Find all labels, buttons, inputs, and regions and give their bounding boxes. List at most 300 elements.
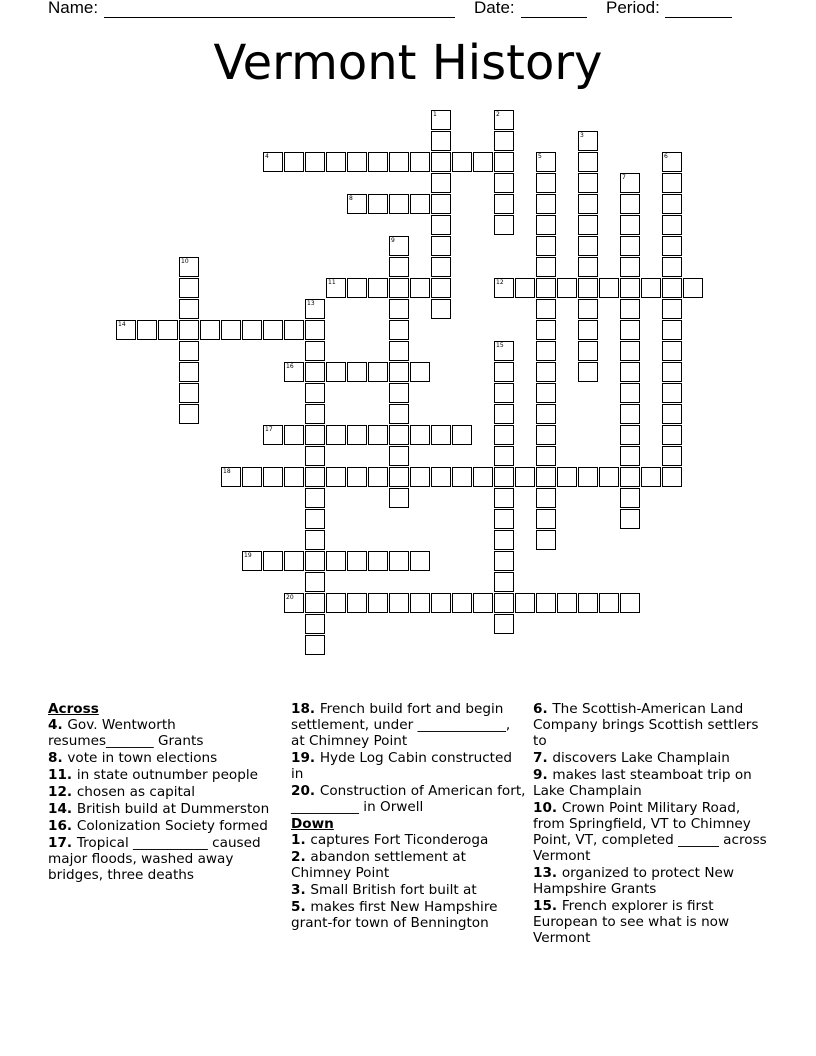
crossword-cell[interactable] xyxy=(620,173,640,193)
crossword-cell[interactable] xyxy=(620,362,640,382)
crossword-cell[interactable] xyxy=(494,341,514,361)
crossword-cell[interactable] xyxy=(179,362,199,382)
across-clue xyxy=(48,801,283,817)
crossword-cell[interactable] xyxy=(494,467,514,487)
crossword-cell[interactable] xyxy=(431,236,451,256)
crossword-cell[interactable] xyxy=(662,446,682,466)
crossword-cell[interactable] xyxy=(662,236,682,256)
crossword-cell[interactable] xyxy=(347,593,367,613)
down-clue xyxy=(291,899,526,931)
clue-text: The Scottish-American Land Company brings Scottish settlers to xyxy=(533,701,759,749)
crossword-cell[interactable] xyxy=(494,110,514,130)
crossword-cell[interactable] xyxy=(179,404,199,424)
crossword-cell[interactable] xyxy=(536,509,556,529)
crossword-cell[interactable] xyxy=(305,341,325,361)
crossword-cell[interactable] xyxy=(116,320,136,340)
crossword-cell[interactable] xyxy=(662,362,682,382)
crossword-cell[interactable] xyxy=(452,152,472,172)
crossword-cell[interactable] xyxy=(284,362,304,382)
crossword-cell[interactable] xyxy=(221,320,241,340)
clue-number: 18 xyxy=(223,468,231,475)
crossword-cell[interactable] xyxy=(557,467,577,487)
crossword-cell[interactable] xyxy=(662,299,682,319)
crossword-cell[interactable] xyxy=(389,362,409,382)
crossword-cell[interactable] xyxy=(410,152,430,172)
crossword-cell[interactable] xyxy=(389,488,409,508)
crossword-cell[interactable] xyxy=(536,194,556,214)
crossword-cell[interactable] xyxy=(368,551,388,571)
crossword-cell[interactable] xyxy=(305,530,325,550)
crossword-cell[interactable] xyxy=(536,383,556,403)
crossword-cell[interactable] xyxy=(452,425,472,445)
crossword-cell[interactable] xyxy=(536,467,556,487)
crossword-cell[interactable] xyxy=(494,362,514,382)
crossword-cell[interactable] xyxy=(578,341,598,361)
crossword-cell[interactable] xyxy=(368,425,388,445)
crossword-cell[interactable] xyxy=(305,383,325,403)
crossword-cell[interactable] xyxy=(620,194,640,214)
down-clue xyxy=(533,767,768,799)
crossword-cell[interactable] xyxy=(221,467,241,487)
crossword-cell[interactable] xyxy=(620,425,640,445)
crossword-cell[interactable] xyxy=(620,446,640,466)
crossword-cell[interactable] xyxy=(347,425,367,445)
across-clue xyxy=(48,717,283,749)
crossword-cell[interactable] xyxy=(494,194,514,214)
crossword-cell[interactable] xyxy=(284,320,304,340)
down-clue xyxy=(291,849,526,881)
crossword-cell[interactable] xyxy=(389,278,409,298)
crossword-cell[interactable] xyxy=(557,593,577,613)
clue-text: French build fort and begin settlement, under _____________, at Chimney Point xyxy=(291,701,511,749)
clue-number: 19 xyxy=(244,552,252,559)
crossword-cell[interactable] xyxy=(620,509,640,529)
crossword-cell[interactable] xyxy=(536,446,556,466)
crossword-cell[interactable] xyxy=(452,593,472,613)
crossword-cell[interactable] xyxy=(620,383,640,403)
clue-num: 17. xyxy=(48,835,77,851)
crossword-cell[interactable] xyxy=(431,110,451,130)
crossword-cell[interactable] xyxy=(620,341,640,361)
crossword-cell[interactable] xyxy=(536,215,556,235)
clue-text: makes last steamboat trip on Lake Champlain xyxy=(533,767,752,799)
crossword-cell[interactable] xyxy=(305,509,325,529)
crossword-cell[interactable] xyxy=(137,320,157,340)
crossword-cell[interactable] xyxy=(389,593,409,613)
clue-number: 20 xyxy=(286,594,294,601)
crossword-cell[interactable] xyxy=(431,173,451,193)
crossword-cell[interactable] xyxy=(347,152,367,172)
crossword-cell[interactable] xyxy=(305,614,325,634)
down-clue xyxy=(533,865,768,897)
crossword-cell[interactable] xyxy=(179,299,199,319)
clue-num: 15. xyxy=(533,898,562,914)
crossword-cell[interactable] xyxy=(578,593,598,613)
crossword-cell[interactable] xyxy=(389,236,409,256)
clue-num: 3. xyxy=(291,882,311,898)
across-clue xyxy=(48,835,283,883)
crossword-cell[interactable] xyxy=(389,467,409,487)
crossword-cell[interactable] xyxy=(662,194,682,214)
crossword-cell[interactable] xyxy=(305,404,325,424)
clue-number: 17 xyxy=(265,426,273,433)
crossword-cell[interactable] xyxy=(494,278,514,298)
clue-number: 5 xyxy=(538,153,542,160)
clue-number: 2 xyxy=(496,111,500,118)
crossword-cell[interactable] xyxy=(431,194,451,214)
across-clue xyxy=(48,767,283,783)
crossword-cell[interactable] xyxy=(305,488,325,508)
crossword-cell[interactable] xyxy=(662,341,682,361)
crossword-cell[interactable] xyxy=(515,467,535,487)
crossword-cell[interactable] xyxy=(263,467,283,487)
crossword-cell[interactable] xyxy=(536,278,556,298)
name-label: Name: xyxy=(48,0,99,17)
crossword-cell[interactable] xyxy=(536,152,556,172)
crossword-cell[interactable] xyxy=(494,530,514,550)
clue-text: makes first New Hampshire grant-for town of Bennington xyxy=(291,899,498,931)
crossword-cell[interactable] xyxy=(578,362,598,382)
crossword-cell[interactable] xyxy=(536,425,556,445)
crossword-cell[interactable] xyxy=(326,152,346,172)
crossword-cell[interactable] xyxy=(536,488,556,508)
crossword-cell[interactable] xyxy=(641,278,661,298)
crossword-cell[interactable] xyxy=(284,551,304,571)
crossword-cell[interactable] xyxy=(536,593,556,613)
across-clue xyxy=(291,783,526,815)
crossword-cell[interactable] xyxy=(641,467,661,487)
crossword-cell[interactable] xyxy=(578,194,598,214)
crossword-cell[interactable] xyxy=(431,467,451,487)
crossword-cell[interactable] xyxy=(494,446,514,466)
crossword-cell[interactable] xyxy=(284,425,304,445)
crossword-cell[interactable] xyxy=(494,215,514,235)
crossword-cell[interactable] xyxy=(368,152,388,172)
crossword-cell[interactable] xyxy=(515,278,535,298)
crossword-cell[interactable] xyxy=(620,404,640,424)
crossword-cell[interactable] xyxy=(620,299,640,319)
crossword-cell[interactable] xyxy=(431,152,451,172)
date-label: Date: xyxy=(474,0,515,17)
crossword-cell[interactable] xyxy=(389,425,409,445)
crossword-cell[interactable] xyxy=(389,341,409,361)
clue-text: organized to protect New Hampshire Grants xyxy=(533,865,734,897)
crossword-cell[interactable] xyxy=(179,383,199,403)
crossword-cell[interactable] xyxy=(536,530,556,550)
crossword-cell[interactable] xyxy=(305,152,325,172)
crossword-cell[interactable] xyxy=(305,320,325,340)
crossword-cell[interactable] xyxy=(662,173,682,193)
crossword-cell[interactable] xyxy=(494,572,514,592)
crossword-cell[interactable] xyxy=(620,467,640,487)
crossword-cell[interactable] xyxy=(284,467,304,487)
clue-num: 5. xyxy=(291,899,311,915)
crossword-cell[interactable] xyxy=(326,362,346,382)
clue-num: 1. xyxy=(291,832,311,848)
crossword-cell[interactable] xyxy=(452,467,472,487)
down-clue xyxy=(533,701,768,749)
crossword-cell[interactable] xyxy=(662,425,682,445)
crossword-cell[interactable] xyxy=(620,593,640,613)
crossword-cell[interactable] xyxy=(389,257,409,277)
crossword-cell[interactable] xyxy=(578,173,598,193)
crossword-cell[interactable] xyxy=(431,278,451,298)
crossword-cell[interactable] xyxy=(263,551,283,571)
crossword-cell[interactable] xyxy=(389,551,409,571)
crossword-cell[interactable] xyxy=(368,593,388,613)
clue-number: 1 xyxy=(433,111,437,118)
clue-number: 9 xyxy=(391,237,395,244)
crossword-cell[interactable] xyxy=(179,278,199,298)
crossword-cell[interactable] xyxy=(473,467,493,487)
crossword-cell[interactable] xyxy=(557,278,577,298)
crossword-cell[interactable] xyxy=(389,152,409,172)
crossword-cell[interactable] xyxy=(662,383,682,403)
clue-text: Tropical ___________ caused major floods, washed away bridges, three deaths xyxy=(48,835,261,883)
crossword-cell[interactable] xyxy=(242,467,262,487)
crossword-cell[interactable] xyxy=(536,320,556,340)
clue-text: Hyde Log Cabin constructed in xyxy=(291,750,512,782)
crossword-cell[interactable] xyxy=(536,257,556,277)
crossword-cell[interactable] xyxy=(347,467,367,487)
crossword-cell[interactable] xyxy=(410,551,430,571)
crossword-cell[interactable] xyxy=(410,593,430,613)
crossword-cell[interactable] xyxy=(305,362,325,382)
crossword-cell[interactable] xyxy=(305,551,325,571)
crossword-cell[interactable] xyxy=(368,467,388,487)
clue-number: 12 xyxy=(496,279,504,286)
crossword-cell[interactable] xyxy=(431,257,451,277)
across-clue xyxy=(291,750,526,782)
crossword-cell[interactable] xyxy=(662,152,682,172)
crossword-cell[interactable] xyxy=(410,278,430,298)
clues-column-2 xyxy=(291,701,526,932)
clue-num: 16. xyxy=(48,818,77,834)
crossword-cell[interactable] xyxy=(347,551,367,571)
crossword-cell[interactable] xyxy=(431,425,451,445)
clue-number: 11 xyxy=(328,279,336,286)
crossword-cell[interactable] xyxy=(431,215,451,235)
crossword-cell[interactable] xyxy=(599,278,619,298)
crossword-cell[interactable] xyxy=(284,152,304,172)
down-heading: Down xyxy=(291,816,334,832)
crossword-cell[interactable] xyxy=(683,278,703,298)
crossword-cell[interactable] xyxy=(662,404,682,424)
clue-num: 20. xyxy=(291,783,320,799)
clue-text: Gov. Wentworth resumes_______ Grants xyxy=(48,717,204,749)
clue-num: 19. xyxy=(291,750,320,766)
crossword-cell[interactable] xyxy=(305,635,325,655)
crossword-cell[interactable] xyxy=(578,299,598,319)
clues-column-1 xyxy=(48,701,283,884)
crossword-cell[interactable] xyxy=(494,425,514,445)
clue-number: 13 xyxy=(307,300,315,307)
clue-text: abandon settlement at Chimney Point xyxy=(291,849,466,881)
crossword-cell[interactable] xyxy=(662,278,682,298)
crossword-cell[interactable] xyxy=(662,257,682,277)
crossword-cell[interactable] xyxy=(242,551,262,571)
crossword-cell[interactable] xyxy=(347,278,367,298)
crossword-cell[interactable] xyxy=(536,299,556,319)
crossword-cell[interactable] xyxy=(578,236,598,256)
crossword-cell[interactable] xyxy=(620,236,640,256)
crossword-cell[interactable] xyxy=(620,278,640,298)
clue-num: 10. xyxy=(533,800,562,816)
clue-number: 10 xyxy=(181,258,189,265)
clue-text: Colonization Society formed xyxy=(76,818,268,834)
crossword-cell[interactable] xyxy=(263,320,283,340)
crossword-cell[interactable] xyxy=(389,194,409,214)
down-clue xyxy=(533,750,768,766)
clue-num: 18. xyxy=(291,701,320,717)
crossword-cell[interactable] xyxy=(494,383,514,403)
crossword-cell[interactable] xyxy=(431,299,451,319)
crossword-cell[interactable] xyxy=(578,215,598,235)
clue-num: 13. xyxy=(533,865,562,881)
clue-text: French explorer is first European to see what is now Vermont xyxy=(533,898,730,946)
period-label: Period: xyxy=(606,0,660,17)
crossword-cell[interactable] xyxy=(578,257,598,277)
crossword-cell[interactable] xyxy=(599,467,619,487)
crossword-cell[interactable] xyxy=(494,593,514,613)
crossword-cell[interactable] xyxy=(326,278,346,298)
clue-text: in state outnumber people xyxy=(76,767,259,783)
crossword-cell[interactable] xyxy=(578,278,598,298)
clue-num: 11. xyxy=(48,767,77,783)
down-clue xyxy=(291,832,526,848)
crossword-cell[interactable] xyxy=(578,131,598,151)
clues-column-3 xyxy=(533,701,768,947)
crossword-cell[interactable] xyxy=(494,551,514,571)
clue-number: 4 xyxy=(265,153,269,160)
crossword-cell[interactable] xyxy=(347,194,367,214)
clue-text: discovers Lake Champlain xyxy=(552,750,730,766)
crossword-cell[interactable] xyxy=(515,593,535,613)
crossword-cell[interactable] xyxy=(536,173,556,193)
down-clue xyxy=(291,882,526,898)
crossword-cell[interactable] xyxy=(305,572,325,592)
crossword-cell[interactable] xyxy=(410,362,430,382)
crossword-cell[interactable] xyxy=(326,551,346,571)
clue-num: 4. xyxy=(48,717,68,733)
clue-number: 7 xyxy=(622,174,626,181)
down-clue xyxy=(533,800,768,864)
crossword-cell[interactable] xyxy=(662,215,682,235)
clue-num: 7. xyxy=(533,750,553,766)
crossword-cell[interactable] xyxy=(242,320,262,340)
crossword-cell[interactable] xyxy=(389,320,409,340)
crossword-cell[interactable] xyxy=(263,152,283,172)
crossword-cell[interactable] xyxy=(305,299,325,319)
crossword-cell[interactable] xyxy=(347,362,367,382)
crossword-cell[interactable] xyxy=(578,467,598,487)
clue-num: 6. xyxy=(533,701,553,717)
crossword-cell[interactable] xyxy=(620,215,640,235)
crossword-cell[interactable] xyxy=(368,278,388,298)
crossword-cell[interactable] xyxy=(536,341,556,361)
crossword-cell[interactable] xyxy=(578,320,598,340)
crossword-cell[interactable] xyxy=(389,383,409,403)
crossword-cell[interactable] xyxy=(662,320,682,340)
clue-text: Crown Point Military Road, from Springfield, VT to Chimney Point, VT, completed ______ across Vermont xyxy=(533,800,767,864)
crossword-cell[interactable] xyxy=(494,152,514,172)
crossword-cell[interactable] xyxy=(473,593,493,613)
crossword-cell[interactable] xyxy=(389,404,409,424)
crossword-cell[interactable] xyxy=(410,467,430,487)
crossword-cell[interactable] xyxy=(599,593,619,613)
crossword-cell[interactable] xyxy=(305,425,325,445)
down-clue xyxy=(533,898,768,946)
across-clue xyxy=(291,701,526,749)
crossword-cell[interactable] xyxy=(389,446,409,466)
crossword-cell[interactable] xyxy=(494,488,514,508)
crossword-cell[interactable] xyxy=(179,341,199,361)
crossword-cell[interactable] xyxy=(326,425,346,445)
clue-number: 8 xyxy=(349,195,353,202)
crossword-cell[interactable] xyxy=(536,362,556,382)
crossword-cell[interactable] xyxy=(305,467,325,487)
crossword-cell[interactable] xyxy=(662,467,682,487)
crossword-cell[interactable] xyxy=(368,194,388,214)
crossword-cell[interactable] xyxy=(494,131,514,151)
across-heading: Across xyxy=(48,701,99,717)
crossword-cell[interactable] xyxy=(536,404,556,424)
crossword-cell[interactable] xyxy=(179,257,199,277)
crossword-cell[interactable] xyxy=(620,320,640,340)
crossword-cell[interactable] xyxy=(200,320,220,340)
crossword-cell[interactable] xyxy=(368,362,388,382)
clue-text: captures Fort Ticonderoga xyxy=(310,832,489,848)
clue-text: chosen as capital xyxy=(76,784,195,800)
crossword-cell[interactable] xyxy=(620,257,640,277)
crossword-cell[interactable] xyxy=(494,404,514,424)
clue-number: 6 xyxy=(664,153,668,160)
clue-number: 15 xyxy=(496,342,504,349)
crossword-cell[interactable] xyxy=(578,152,598,172)
crossword-cell[interactable] xyxy=(473,152,493,172)
clue-text: vote in town elections xyxy=(67,750,218,766)
crossword-cell[interactable] xyxy=(158,320,178,340)
crossword-cell[interactable] xyxy=(410,425,430,445)
crossword-cell[interactable] xyxy=(620,488,640,508)
across-clue xyxy=(48,750,283,766)
crossword-cell[interactable] xyxy=(410,194,430,214)
crossword-cell[interactable] xyxy=(179,320,199,340)
crossword-cell[interactable] xyxy=(284,593,304,613)
crossword-cell[interactable] xyxy=(494,614,514,634)
clue-text: Small British fort built at xyxy=(310,882,477,898)
crossword-cell[interactable] xyxy=(494,173,514,193)
crossword-cell[interactable] xyxy=(326,593,346,613)
across-clue xyxy=(48,818,283,834)
clue-num: 9. xyxy=(533,767,553,783)
page-title: Vermont History xyxy=(213,35,603,91)
clue-text: British build at Dummerston xyxy=(76,801,270,817)
crossword-cell[interactable] xyxy=(494,509,514,529)
crossword-cell[interactable] xyxy=(305,593,325,613)
clue-num: 2. xyxy=(291,849,311,865)
crossword-cell[interactable] xyxy=(389,299,409,319)
clue-num: 8. xyxy=(48,750,68,766)
clue-num: 14. xyxy=(48,801,77,817)
crossword-cell[interactable] xyxy=(326,467,346,487)
across-clue xyxy=(48,784,283,800)
crossword-cell[interactable] xyxy=(431,593,451,613)
crossword-cell[interactable] xyxy=(536,236,556,256)
crossword-cell[interactable] xyxy=(305,446,325,466)
crossword-cell[interactable] xyxy=(431,131,451,151)
crossword-cell[interactable] xyxy=(263,425,283,445)
